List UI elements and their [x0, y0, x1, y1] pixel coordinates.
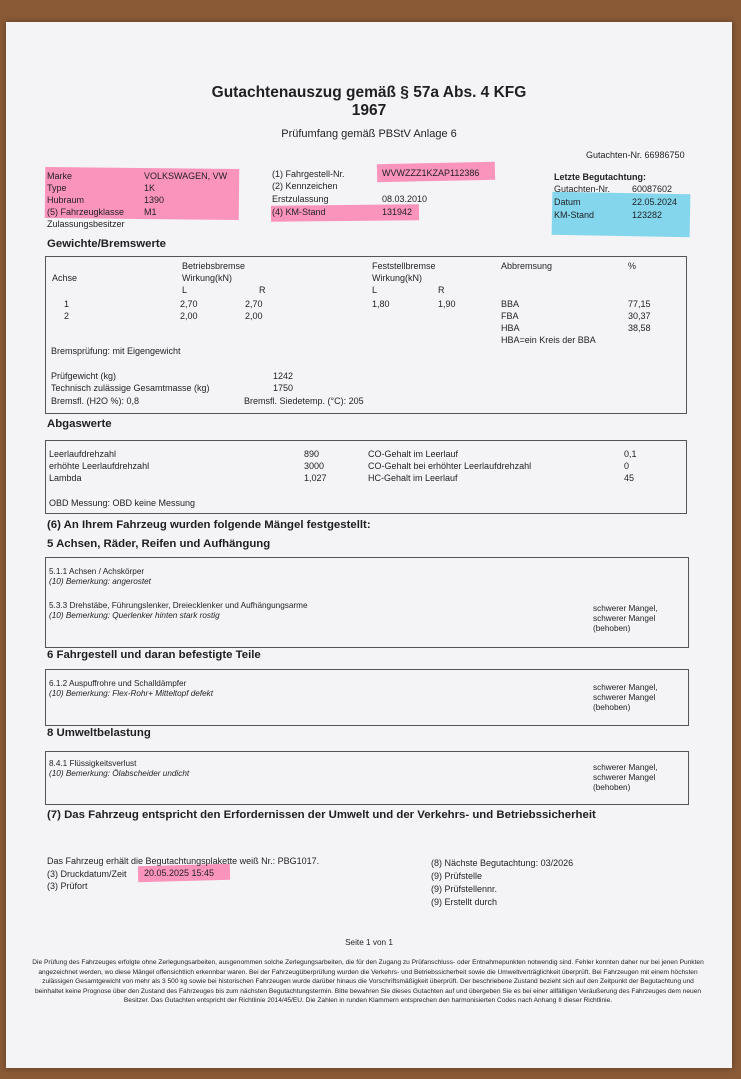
lambda-label: Lambda	[49, 473, 82, 483]
defect-5-severity-2: schwerer Mangel	[593, 614, 656, 623]
first-registration-label: Erstzulassung	[272, 194, 329, 204]
vehicle-class-label: (5) Fahrzeugklasse	[47, 207, 125, 217]
service-brake-unit: Wirkung(kN)	[182, 273, 233, 283]
type-label: Type	[47, 183, 67, 193]
gross-weight-value: 1750	[273, 383, 294, 393]
vin-label: (1) Fahrgestell-Nr.	[272, 169, 345, 179]
exhaust-heading: Abgaswerte	[47, 418, 112, 430]
defect-6-1-2-note: (10) Bemerkung: Flex-Rohr+ Mitteltopf defekt	[49, 689, 214, 698]
document-subtitle: Prüfumfang gemäß PBStV Anlage 6	[281, 128, 457, 140]
owner-label: Zulassungsbesitzer	[47, 219, 125, 229]
odometer-value: 131942	[382, 207, 413, 217]
defect-5-1-1-title: 5.1.1 Achsen / Achskörper	[49, 567, 145, 576]
make-label: Marke	[47, 171, 73, 181]
hba-note: HBA=ein Kreis der BBA	[501, 335, 596, 345]
defect-5-1-1-note: (10) Bemerkung: angerostet	[49, 577, 151, 586]
bba-value: 77,15	[628, 299, 651, 309]
service-right-label: R	[259, 285, 266, 295]
defect-5-severity-1: schwerer Mangel,	[593, 604, 658, 613]
axle-1-parking-left: 1,80	[372, 299, 390, 309]
parking-right-label: R	[438, 285, 445, 295]
section-6-heading: 6 Fahrgestell und daran befestigte Teile	[47, 649, 261, 661]
last-report-number-label: Gutachten-Nr.	[554, 184, 611, 194]
first-registration-value: 08.03.2010	[382, 194, 428, 204]
sticker-number: Das Fahrzeug erhält die Begutachtungsplakette weiß Nr.: PBG1017.	[47, 856, 320, 866]
high-idle-rpm-value: 3000	[304, 461, 325, 471]
displacement-label: Hubraum	[47, 195, 85, 205]
hc-idle-label: HC-Gehalt im Leerlauf	[368, 473, 458, 483]
defect-6-severity-3: (behoben)	[593, 703, 631, 712]
last-odometer-value: 123282	[632, 210, 663, 220]
axle-1-parking-right: 1,90	[438, 299, 456, 309]
lambda-value: 1,027	[304, 473, 327, 483]
inspection-place: (3) Prüfort	[47, 881, 88, 891]
vin-value: WVWZZZ1KZAP112386	[382, 168, 480, 178]
inspection-station: (9) Prüfstelle	[431, 871, 483, 881]
type-value: 1K	[144, 183, 156, 193]
defect-8-4-1-title: 8.4.1 Flüssigkeitsverlust	[49, 759, 137, 768]
fba-label: FBA	[501, 311, 519, 321]
axle-1: 1	[64, 299, 70, 309]
defect-5-3-3-title: 5.3.3 Drehstäbe, Führungslenker, Dreiecklenker und Aufhängungsarme	[49, 601, 308, 610]
document-title: Gutachtenauszug gemäß § 57a Abs. 4 KFG	[211, 84, 527, 101]
idle-rpm-value: 890	[304, 449, 320, 459]
hba-label: HBA	[501, 323, 520, 333]
displacement-value: 1390	[144, 195, 165, 205]
axle-2-service-right: 2,00	[245, 311, 263, 321]
obd-measurement: OBD Messung: OBD keine Messung	[49, 498, 196, 508]
co-high-idle-label: CO-Gehalt bei erhöhter Leerlaufdrehzahl	[368, 461, 532, 471]
roadworthiness-statement: (7) Das Fahrzeug entspricht den Erfordernissen der Umwelt und der Verkehrs- und Betriebssicherheit	[47, 809, 596, 821]
make-value: VOLKSWAGEN, VW	[144, 171, 228, 181]
axle-2-service-left: 2,00	[180, 311, 198, 321]
next-inspection: (8) Nächste Begutachtung: 03/2026	[431, 858, 574, 868]
section-5-heading: 5 Achsen, Räder, Reifen und Aufhängung	[47, 538, 271, 550]
defect-8-severity-2: schwerer Mangel	[593, 773, 656, 782]
axle-2: 2	[64, 311, 70, 321]
co-idle-label: CO-Gehalt im Leerlauf	[368, 449, 459, 459]
brakes-heading: Gewichte/Bremswerte	[47, 238, 167, 250]
last-odometer-label: KM-Stand	[554, 210, 595, 220]
defect-5-3-3-note: (10) Bemerkung: Querlenker hinten stark rostig	[49, 611, 220, 620]
parking-brake-label: Feststellbremse	[372, 261, 436, 271]
created-by: (9) Erstellt durch	[431, 897, 498, 907]
inspection-report-page	[6, 22, 732, 1068]
parking-left-label: L	[372, 285, 378, 295]
defects-heading: (6) An Ihrem Fahrzeug wurden folgende Mängel festgestellt:	[47, 519, 371, 531]
braking-ratio-label: Abbremsung	[501, 261, 553, 271]
last-report-number-value: 60087602	[632, 184, 673, 194]
bba-label: BBA	[501, 299, 520, 309]
section-8-heading: 8 Umweltbelastung	[47, 727, 151, 739]
defect-6-severity-2: schwerer Mangel	[593, 693, 656, 702]
document-title-year: 1967	[351, 102, 387, 119]
brake-fluid-boiling: Bremsfl. Siedetemp. (°C): 205	[244, 396, 364, 406]
defect-6-severity-1: schwerer Mangel,	[593, 683, 658, 692]
test-weight-label: Prüfgewicht (kg)	[51, 371, 117, 381]
defect-6-1-2-title: 6.1.2 Auspuffrohre und Schalldämpfer	[49, 679, 187, 688]
axle-1-service-left: 2,70	[180, 299, 198, 309]
service-left-label: L	[182, 285, 188, 295]
percent-label: %	[628, 261, 637, 271]
last-inspection-heading: Letzte Begutachtung:	[554, 172, 646, 182]
fba-value: 30,37	[628, 311, 651, 321]
inspection-station-number: (9) Prüfstellennr.	[431, 884, 498, 894]
defect-8-severity-3: (behoben)	[593, 783, 631, 792]
axle-label: Achse	[52, 273, 78, 283]
print-date-label: (3) Druckdatum/Zeit	[47, 869, 127, 879]
report-number: Gutachten-Nr. 66986750	[586, 150, 685, 160]
hba-value: 38,58	[628, 323, 651, 333]
axle-1-service-right: 2,70	[245, 299, 263, 309]
page-number: Seite 1 von 1	[345, 938, 393, 947]
gross-weight-label: Technisch zulässige Gesamtmasse (kg)	[51, 383, 210, 393]
print-date-value: 20.05.2025 15:45	[144, 868, 215, 878]
co-high-idle-value: 0	[624, 461, 630, 471]
brake-test-mode: Bremsprüfung: mit Eigengewicht	[51, 346, 181, 356]
defect-5-severity-3: (behoben)	[593, 624, 631, 633]
vehicle-class-value: M1	[144, 207, 157, 217]
legal-disclaimer: Die Prüfung des Fahrzeuges erfolgte ohne Zerlegungsarbeiten, ausgenommen solche Zerlegungsarbeiten, die für den Zugang zu Prüfanschluss- oder Entnahmepunkten notwendig sind. Fehler konnten daher nur bei jenen Punkten angezeichnet werden, wo diese Mängel offensichtlich erkennbar waren. Bei der Fahrzeugüberprüfung wurden die Verkehrs- und Betriebssicherheit sowie die Umweltverträglichkeit überprüft. Bei Fahrzeugen mit einem höchsten zulässigen Gesamtgewicht von mehr als 3 500 kg sowie bei historischen Fahrzeugen wurde darüber hinaus die Vorschriftsmäßigkeit überprüft. Der beschriebene Zustand bezieht sich auf den Zeitpunkt der Begutachtung und beinhaltet keine Prognose über den Zustand des Fahrzeuges bis zum nächsten Begutachtungstermin. Bitte bewahren Sie dieses Gutachten auf und übergeben Sie es bei einer allfälligen Veräußerung des Fahrzeuges dem neuen Besitzer. Das Gutachten entspricht der Richtlinie 2014/45/EU. Die Zahlen in runden Klammern entsprechen den harmonisierten Codes nach Anhang II dieser Richtlinie.	[32, 959, 704, 1005]
last-date-label: Datum	[554, 197, 581, 207]
idle-rpm-label: Leerlaufdrehzahl	[49, 449, 117, 459]
odometer-label: (4) KM-Stand	[272, 207, 326, 217]
brake-fluid-water: Bremsfl. (H2O %): 0,8	[51, 396, 140, 406]
parking-brake-unit: Wirkung(kN)	[372, 273, 423, 283]
hc-idle-value: 45	[624, 473, 635, 483]
defect-8-severity-1: schwerer Mangel,	[593, 763, 658, 772]
last-date-value: 22.05.2024	[632, 197, 678, 207]
test-weight-value: 1242	[273, 371, 294, 381]
service-brake-label: Betriebsbremse	[182, 261, 246, 271]
high-idle-rpm-label: erhöhte Leerlaufdrehzahl	[49, 461, 150, 471]
co-idle-value: 0,1	[624, 449, 637, 459]
defect-8-4-1-note: (10) Bemerkung: Ölabscheider undicht	[49, 769, 190, 778]
plate-label: (2) Kennzeichen	[272, 181, 338, 191]
